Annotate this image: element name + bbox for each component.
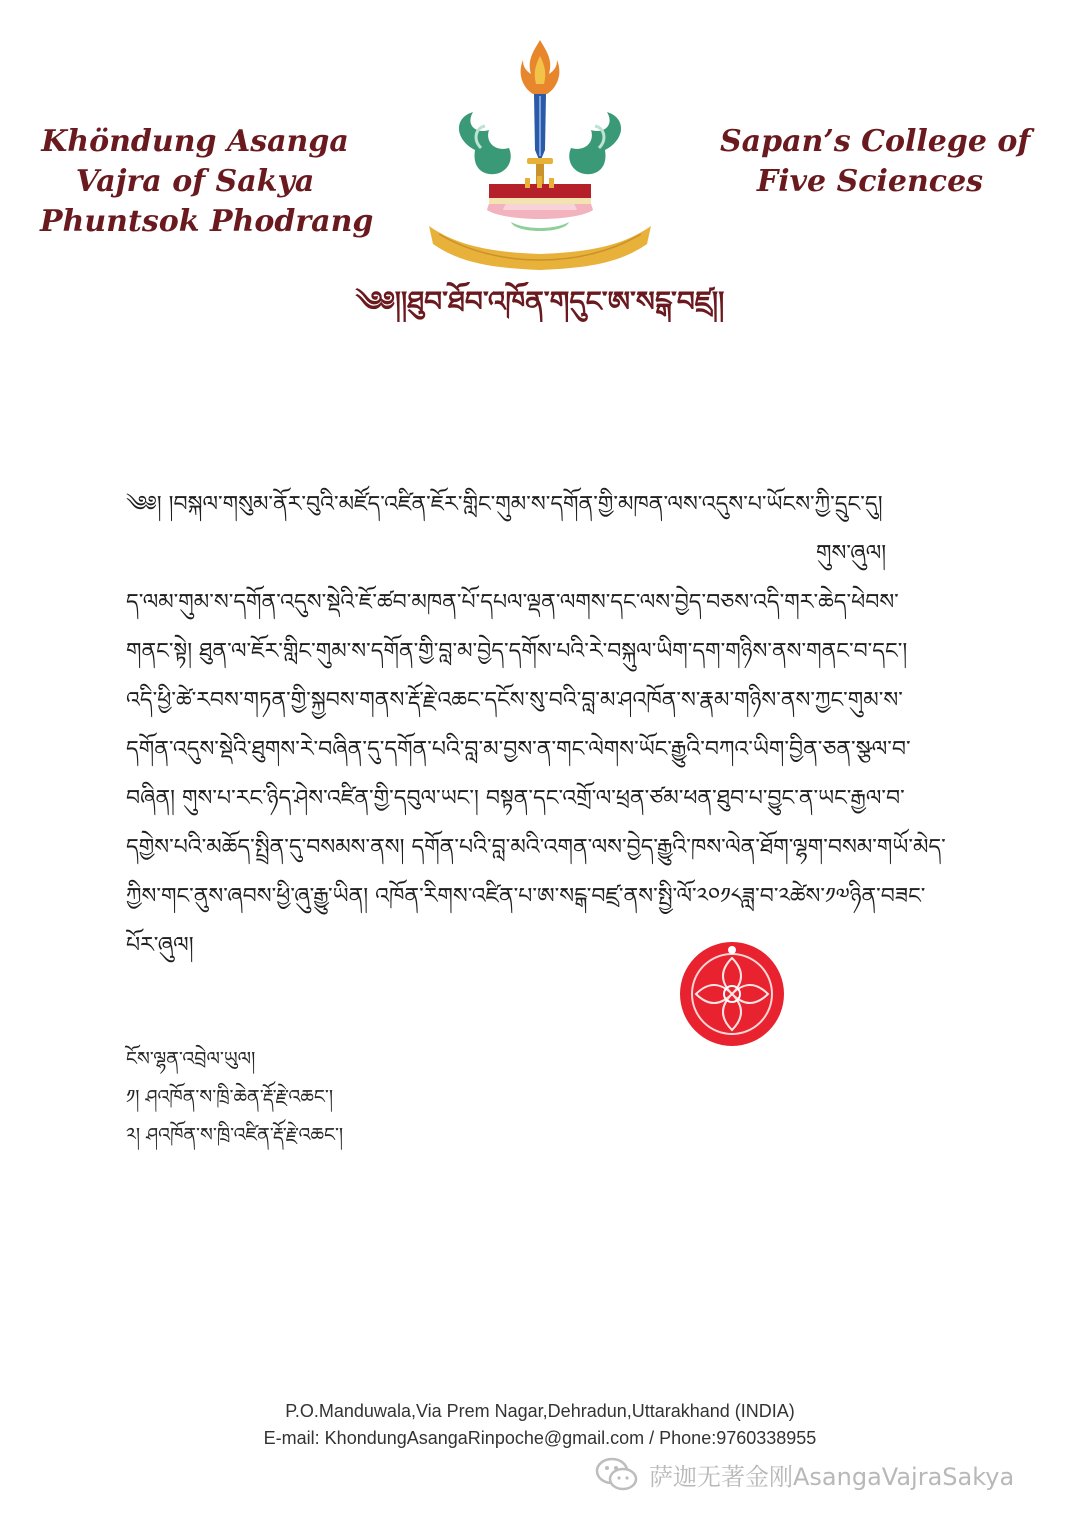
institution-tibetan-name: ༄༅།།ཐུབ་ཐོབ་འཁོན་གདུང་ཨ་སངྒ་བཛྲ།། <box>355 285 725 318</box>
wechat-icon <box>595 1455 639 1493</box>
letter-line: པོར་ཞུལ། <box>126 933 194 958</box>
letter-line: ༄༅། །བསྐལ་གསུམ་ནོར་བུའི་མཛོད་འཛིན་ཇོར་གླིང་གུམ་ས་དགོན་གྱི་མཁན་ལས་འདུས་པ་ཡོངས་ཀྱི་དྲུང་དུ། <box>126 492 883 517</box>
emblem-logo-icon <box>415 30 665 270</box>
watermark <box>595 1452 1014 1496</box>
letter-line: དགོན་འདུས་སྡེའི་ཐུགས་རེ་བཞིན་དུ་དགོན་པའི་བླ་མ་བྱས་ན་གང་ལེགས་ཡོང་རྒྱུའི་བཀའ་ཡིག་བྱིན་ཅན་སྩལ་བ་ <box>126 737 911 762</box>
header-left-line: Vajra of Sakya <box>75 164 315 199</box>
header-right-title <box>720 122 1031 202</box>
letter-line: དགྱེས་པའི་མཆོད་སྤྲིན་དུ་བསམས་ནས། དགོན་པའི་བླ་མའི་འགན་ལས་བྱེད་རྒྱུའི་ཁས་ལེན་ཐོག་ལྷག་བསམ་གཡོ་མེད་ <box>126 835 946 860</box>
footer-contact: E-mail: KhondungAsangaRinpoche@gmail.com / Phone:9760338955 <box>263 1428 817 1448</box>
cc-line: ༡། ཤའཁོན་ས་ཁྲི་ཆེན་རྡོ་རྗེ་འཆང་། <box>126 1086 334 1108</box>
letter-line: གུས་ཞུལ། <box>816 541 887 566</box>
cc-list <box>126 1040 343 1154</box>
letter-line: འདི་ཕྱི་ཚེ་རབས་གཏན་གྱི་སྐྱབས་གནས་རྡོ་རྗེ་འཆང་དངོས་སུ་བའི་བླ་མ་ཤའཁོན་ས་རྣམ་གཉིས་ནས་ཀྱང་གུམ་ས་ <box>126 688 903 713</box>
header-left-line: Khöndung Asanga <box>41 124 349 159</box>
header-left-line: Phuntsok Phodrang <box>40 204 374 239</box>
cc-line: ངོས་ལྷན་འབྲེལ་ཡུལ། <box>126 1048 256 1070</box>
letter-line: ཀྱིས་གང་ནུས་ཞབས་ཕྱི་ཞུ་རྒྱུ་ཡིན། འཁོན་རིགས་འཛིན་པ་ཨ་སངྒ་བཛྲ་ནས་སྤྱི་ལོ་༢༠༡༨ཟླ་བ་༢ཚེས་༡༧ཉིན་བཟང་ <box>126 884 926 909</box>
watermark-text: 萨迦无著金刚AsangaVajraSakya <box>649 1462 1015 1491</box>
letter-line: གནང་སྟེ། ཐུན་ལ་ཇོར་གླིང་གུམ་ས་དགོན་གྱི་བླ་མ་བྱེད་དགོས་པའི་རེ་བསྐུལ་ཡིག་དག་གཉིས་ནས་གནང་བ་དང་། <box>126 639 908 664</box>
header-right-line: Five Sciences <box>756 164 984 199</box>
letter-line: བཞིན། གུས་པ་རང་ཉིད་ཤེས་འཛིན་གྱི་དབུལ་ཡང་། བསྟན་དང་འགྲོ་ལ་ཕྲན་ཙམ་ཕན་ཐུབ་པ་བྱུང་ན་ཡང་རྒྱལ་བ་ <box>126 786 905 811</box>
footer-address: P.O.Manduwala,Via Prem Nagar,Dehradun,Uttarakhand (INDIA) <box>285 1401 795 1421</box>
letter-line: ད་ལམ་གུམ་ས་དགོན་འདུས་སྡེའི་ཇོ་ཚབ་མཁན་པོ་དཔལ་ལྡན་ལགས་དང་ལས་བྱེད་བཅས་འདི་གར་ཆེད་ཕེབས་ <box>126 590 899 615</box>
cc-line: ༢། ཤའཁོན་ས་ཁྲི་འཛིན་རྡོ་རྗེ་འཆང་། <box>126 1124 344 1146</box>
red-seal-stamp-icon <box>678 940 786 1048</box>
header-left-title <box>40 122 374 242</box>
footer <box>140 1398 940 1452</box>
header-right-line: Sapan’s College of <box>720 124 1031 159</box>
letter-body <box>126 480 966 970</box>
